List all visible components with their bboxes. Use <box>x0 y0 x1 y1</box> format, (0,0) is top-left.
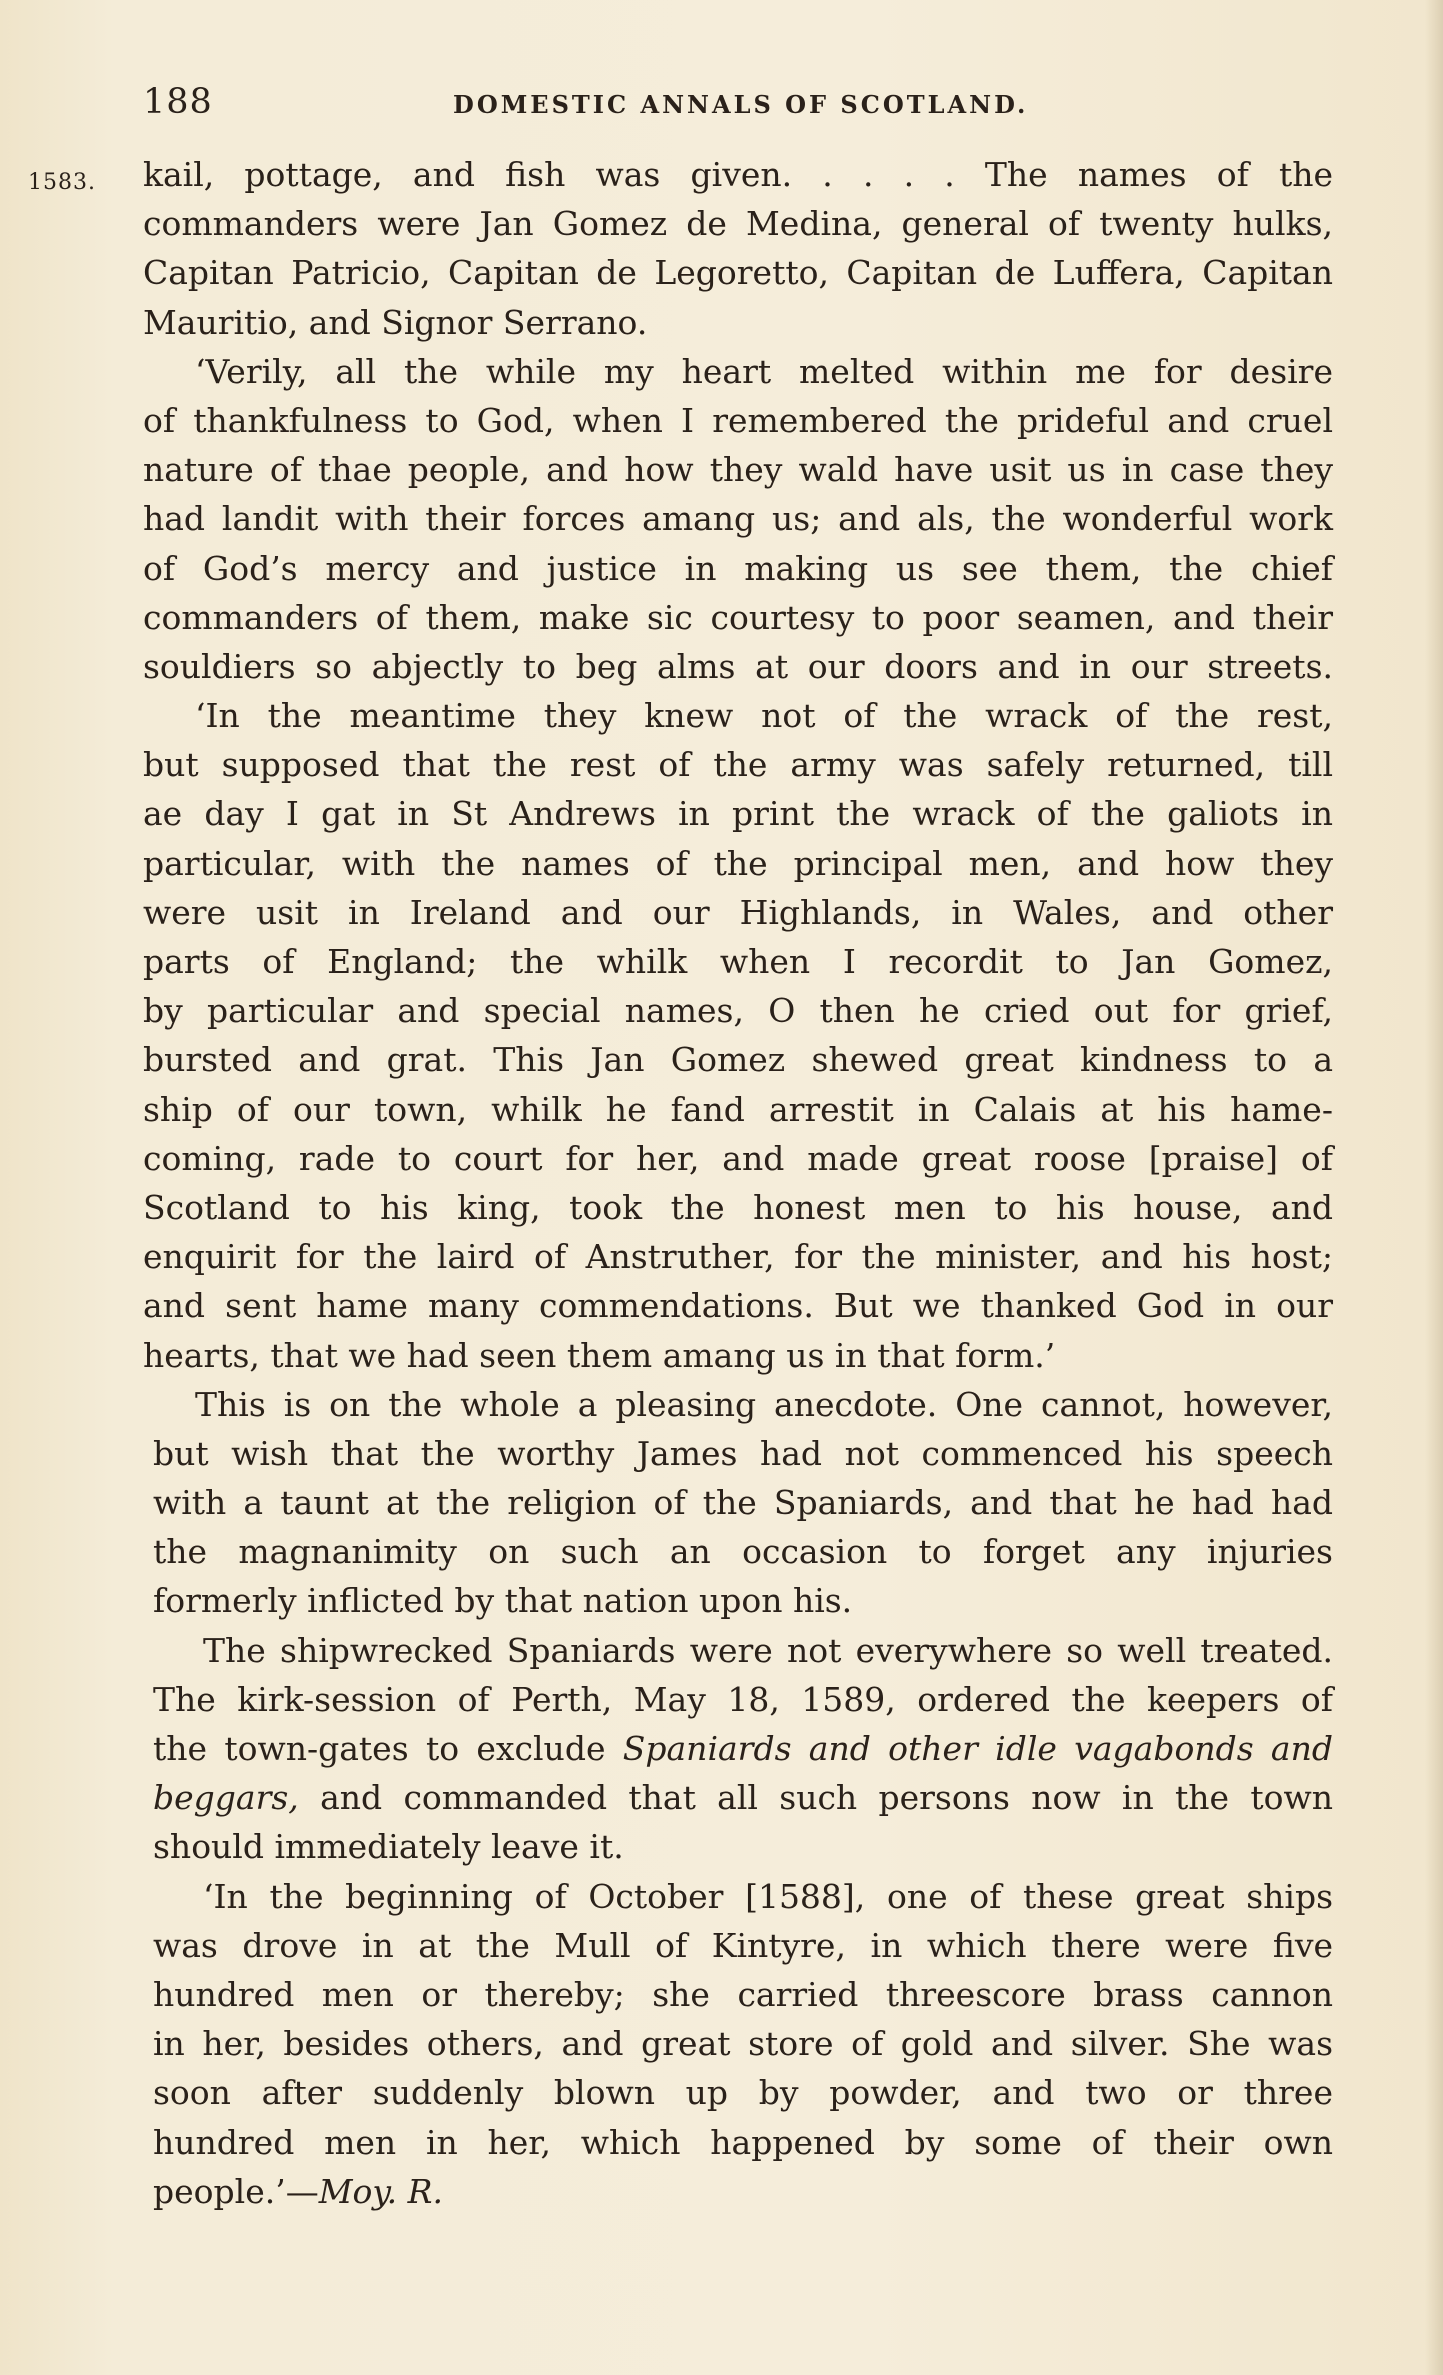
text-line: hundred men in her, which happened by some of their own <box>153 2122 1333 2162</box>
text-line: of thankfulness to God, when I remembered the prideful and cruel <box>143 400 1333 440</box>
text-line: nature of thae people, and how they wald have usit us in case they <box>143 450 1333 490</box>
text-line: ae day I gat in St Andrews in print the wrack of the galiots in <box>143 794 1333 834</box>
page-edge-shadow <box>1425 0 1443 2375</box>
citation: Moy. R. <box>318 2171 443 2211</box>
text-line: souldiers so abjectly to beg alms at our doors and in our streets. <box>143 646 1333 686</box>
text-run: the town-gates to exclude <box>153 1729 606 1768</box>
text-line: ‘In the beginning of October [1588], one of these great ships <box>203 1876 1333 1916</box>
text-line: the magnanimity on such an occasion to forget any injuries <box>153 1532 1333 1572</box>
text-line: and sent hame many commendations. But we thanked God in our <box>143 1286 1333 1326</box>
text-run: and commanded that all such persons now in the town <box>320 1778 1333 1818</box>
text-line: with a taunt at the religion of the Spaniards, and that he had had <box>153 1483 1333 1523</box>
text-line: This is on the whole a pleasing anecdote. One cannot, however, <box>195 1384 1333 1424</box>
text-line: ship of our town, whilk he fand arrestit in Calais at his hame- <box>143 1089 1333 1129</box>
text-line: formerly inflicted by that nation upon his. <box>153 1581 853 1621</box>
text-line: but wish that the worthy James had not commenced his speech <box>153 1433 1333 1473</box>
text-line: of God’s mercy and justice in making us see them, the chief <box>143 548 1333 588</box>
text-line <box>143 1773 1333 1822</box>
text-line: but supposed that the rest of the army was safely returned, till <box>143 745 1333 785</box>
italic-text-run: Spaniards and other idle vagabonds and <box>622 1729 1333 1768</box>
text-line: The shipwrecked Spaniards were not everywhere so well treated. <box>203 1630 1333 1670</box>
body-text <box>143 150 1333 2216</box>
text-line: The kirk-session of Perth, May 18, 1589, ordered the keepers of <box>153 1679 1333 1719</box>
text-line: ‘In the meantime they knew not of the wrack of the rest, <box>195 696 1333 736</box>
text-line: commanders of them, make sic courtesy to poor seamen, and their <box>143 597 1333 637</box>
text-line: was drove in at the Mull of Kintyre, in which there were five <box>153 1925 1333 1965</box>
text-line: commanders were Jan Gomez de Medina, general of twenty hulks, <box>143 204 1333 244</box>
text-line: Scotland to his king, took the honest men to his house, and <box>143 1187 1333 1227</box>
text-line: soon after suddenly blown up by powder, and two or three <box>153 2073 1333 2113</box>
text-line: hundred men or thereby; she carried threescore brass cannon <box>153 1974 1333 2014</box>
margin-year-note: 1583. <box>28 170 96 195</box>
text-line: had landit with their forces amang us; and als, the wonderful work <box>143 499 1333 539</box>
page-number: 188 <box>143 82 213 122</box>
text-line: bursted and grat. This Jan Gomez shewed great kindness to a <box>143 1040 1333 1080</box>
text-line: should immediately leave it. <box>153 1827 624 1867</box>
text-line: were usit in Ireland and our Highlands, in Wales, and other <box>143 892 1333 932</box>
text-line: ‘Verily, all the while my heart melted within me for desire <box>195 351 1333 391</box>
text-line: parts of England; the whilk when I recordit to Jan Gomez, <box>143 942 1333 981</box>
text-line: particular, with the names of the principal men, and how they <box>143 843 1333 883</box>
page-header <box>143 82 1333 132</box>
text-line: Mauritio, and Signor Serrano. <box>143 302 648 342</box>
text-line: enquirit for the laird of Anstruther, for the minister, and his host; <box>143 1237 1333 1277</box>
text-line: coming, rade to court for her, and made great roose [praise] of <box>143 1138 1333 1178</box>
text-line: by particular and special names, O then he cried out for grief, <box>143 991 1333 1031</box>
text-line: kail, pottage, and fish was given. . . . . The names of the <box>143 155 1333 194</box>
text-line: in her, besides others, and great store of gold and silver. She was <box>153 2024 1333 2064</box>
text-line <box>143 1724 1333 1773</box>
text-run: people.’— <box>153 2171 319 2211</box>
text-line: Capitan Patricio, Capitan de Legoretto, Capitan de Luffera, Capitan <box>143 253 1333 293</box>
text-line <box>143 2167 1333 2216</box>
italic-text-run: beggars, <box>153 1778 299 1818</box>
text-line: hearts, that we had seen them amang us in that form.’ <box>143 1335 1056 1375</box>
running-head: DOMESTIC ANNALS OF SCOTLAND. <box>453 90 1029 119</box>
